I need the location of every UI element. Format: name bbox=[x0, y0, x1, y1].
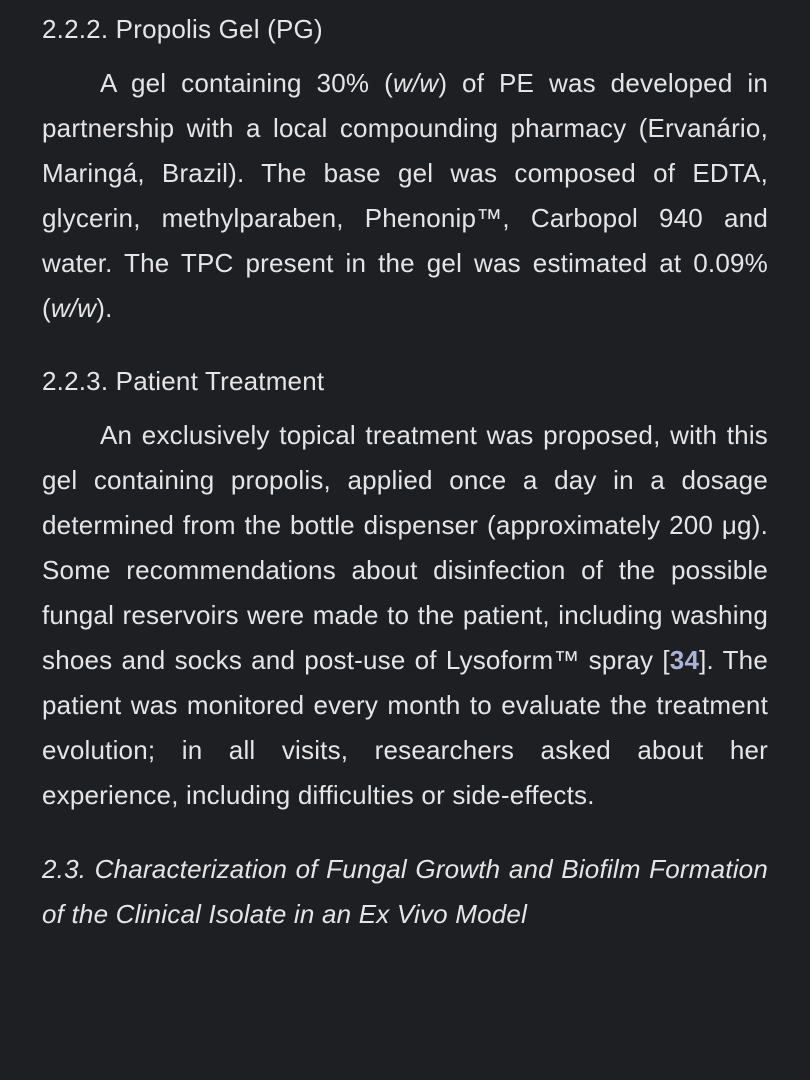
paragraph-propolis-gel bbox=[42, 61, 768, 331]
text-run: ) of PE was developed in partnership with a local compounding pharmacy (Ervanário, Maringá, Brazil). The base gel was composed of EDTA, glycerin, methylparaben, Phenonip™, Carbopol 940 and water. The TPC present in the gel was estimated at 0.09% ( bbox=[42, 68, 768, 323]
text-run: w/w bbox=[50, 293, 97, 323]
text-run: 2.3. Characterization of Fungal Growth and Biofilm Formation of the Clinical Isolate in an Ex Vivo Model bbox=[42, 854, 768, 929]
text-run: 2.2.3. Patient Treatment bbox=[42, 366, 325, 396]
section-heading-2-2-3 bbox=[42, 359, 768, 404]
text-run: An exclusively topical treatment was proposed, with this gel containing propolis, applied once a day in a dosage determined from the bottle dispenser (approximately 200 μg). Some recommendations about disinfection of the possible fungal reservoirs were made to the patient, including washing shoes and socks and post-use of Lysoform™ spray [ bbox=[42, 420, 768, 675]
citation-link-34[interactable]: 34 bbox=[669, 645, 700, 675]
section-heading-2-2-2 bbox=[42, 7, 768, 52]
text-run: ). bbox=[96, 293, 113, 323]
paragraph-patient-treatment bbox=[42, 413, 768, 818]
text-run: 2.2.2. Propolis Gel (PG) bbox=[42, 14, 323, 44]
text-run: ]. The patient was monitored every month to evaluate the treatment evolution; in all visits, researchers asked about her experience, including difficulties or side-effects. bbox=[42, 645, 768, 810]
text-run: A gel containing 30% ( bbox=[100, 68, 393, 98]
section-heading-2-3 bbox=[42, 847, 768, 937]
text-run: w/w bbox=[392, 68, 439, 98]
